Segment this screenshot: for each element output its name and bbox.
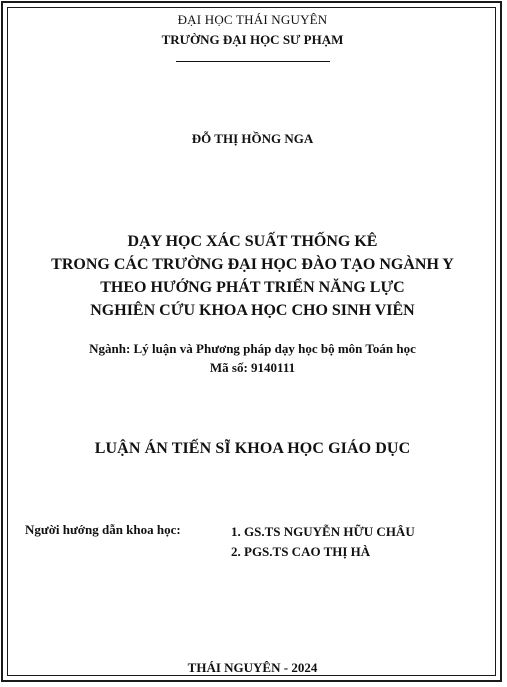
header-divider: [176, 61, 330, 62]
advisor-1: 1. GS.TS NGUYỄN HỮU CHÂU: [231, 524, 415, 539]
title-line-3: THEO HƯỚNG PHÁT TRIỂN NĂNG LỰC: [100, 279, 405, 296]
thesis-title: [0, 230, 505, 322]
school-name: TRƯỜNG ĐẠI HỌC SƯ PHẠM: [161, 32, 344, 47]
author-name: ĐỖ THỊ HỒNG NGA: [191, 131, 314, 146]
title-line-2: TRONG CÁC TRƯỜNG ĐẠI HỌC ĐÀO TẠO NGÀNH Y: [51, 256, 454, 273]
major-line: Ngành: Lý luận và Phương pháp dạy học bộ môn Toán học: [89, 341, 416, 356]
title-line-4: NGHIÊN CỨU KHOA HỌC CHO SINH VIÊN: [90, 302, 415, 319]
advisor-2: 2. PGS.TS CAO THỊ HÀ: [231, 544, 371, 559]
place-year: THÁI NGUYÊN - 2024: [187, 660, 318, 675]
title-line-1: DẠY HỌC XÁC SUẤT THỐNG KÊ: [127, 233, 378, 250]
advisors-list: [231, 522, 415, 562]
university-name: ĐẠI HỌC THÁI NGUYÊN: [177, 12, 328, 27]
major-code: Mã số: 9140111: [209, 360, 296, 375]
advisors-label: Người hướng dẫn khoa học:: [25, 522, 181, 537]
degree-title: LUẬN ÁN TIẾN SĨ KHOA HỌC GIÁO DỤC: [94, 440, 411, 457]
